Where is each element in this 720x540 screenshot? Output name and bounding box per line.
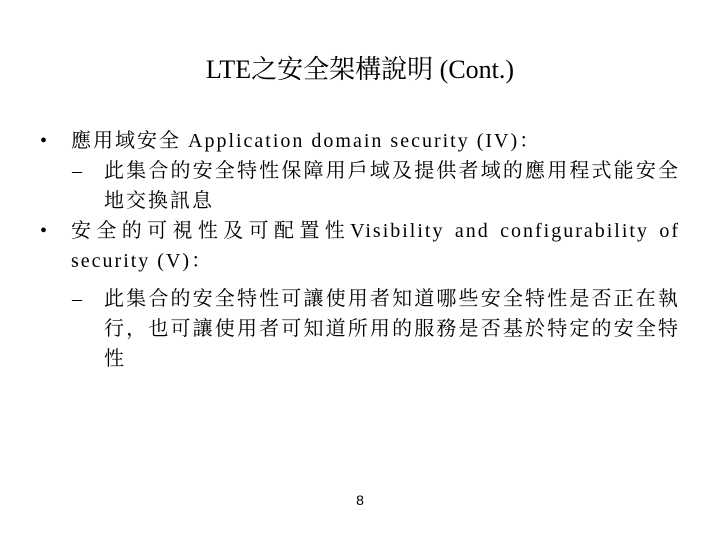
sub-bullet-text: 此集合的安全特性可讓使用者知道哪些安全特性是否正在執行，也可讓使用者可知道所用的服務是否基於特定的安全特性 xyxy=(104,288,680,370)
sub-bullet-visibility xyxy=(72,284,680,374)
bullet-item-visibility xyxy=(40,216,680,276)
sub-bullet-text: 此集合的安全特性保障用戶域及提供者域的應用程式能安全地交換訊息 xyxy=(104,160,680,212)
sub-bullet-marker: – xyxy=(72,160,84,182)
sub-bullet-application-domain xyxy=(72,156,680,216)
bullet-marker: • xyxy=(40,220,48,242)
bullet-text: 安全的可視性及可配置性Visibility and configurability of security (V)： xyxy=(71,220,680,272)
bullet-marker: • xyxy=(40,130,48,152)
slide-content xyxy=(40,126,680,374)
sub-bullet-marker: – xyxy=(72,288,84,310)
bullet-item-application-domain xyxy=(40,126,680,156)
page-number: 8 xyxy=(356,492,364,508)
slide-title: LTE之安全架構說明 (Cont.) xyxy=(205,55,515,84)
bullet-text: 應用域安全 Application domain security (IV)： xyxy=(71,130,542,152)
